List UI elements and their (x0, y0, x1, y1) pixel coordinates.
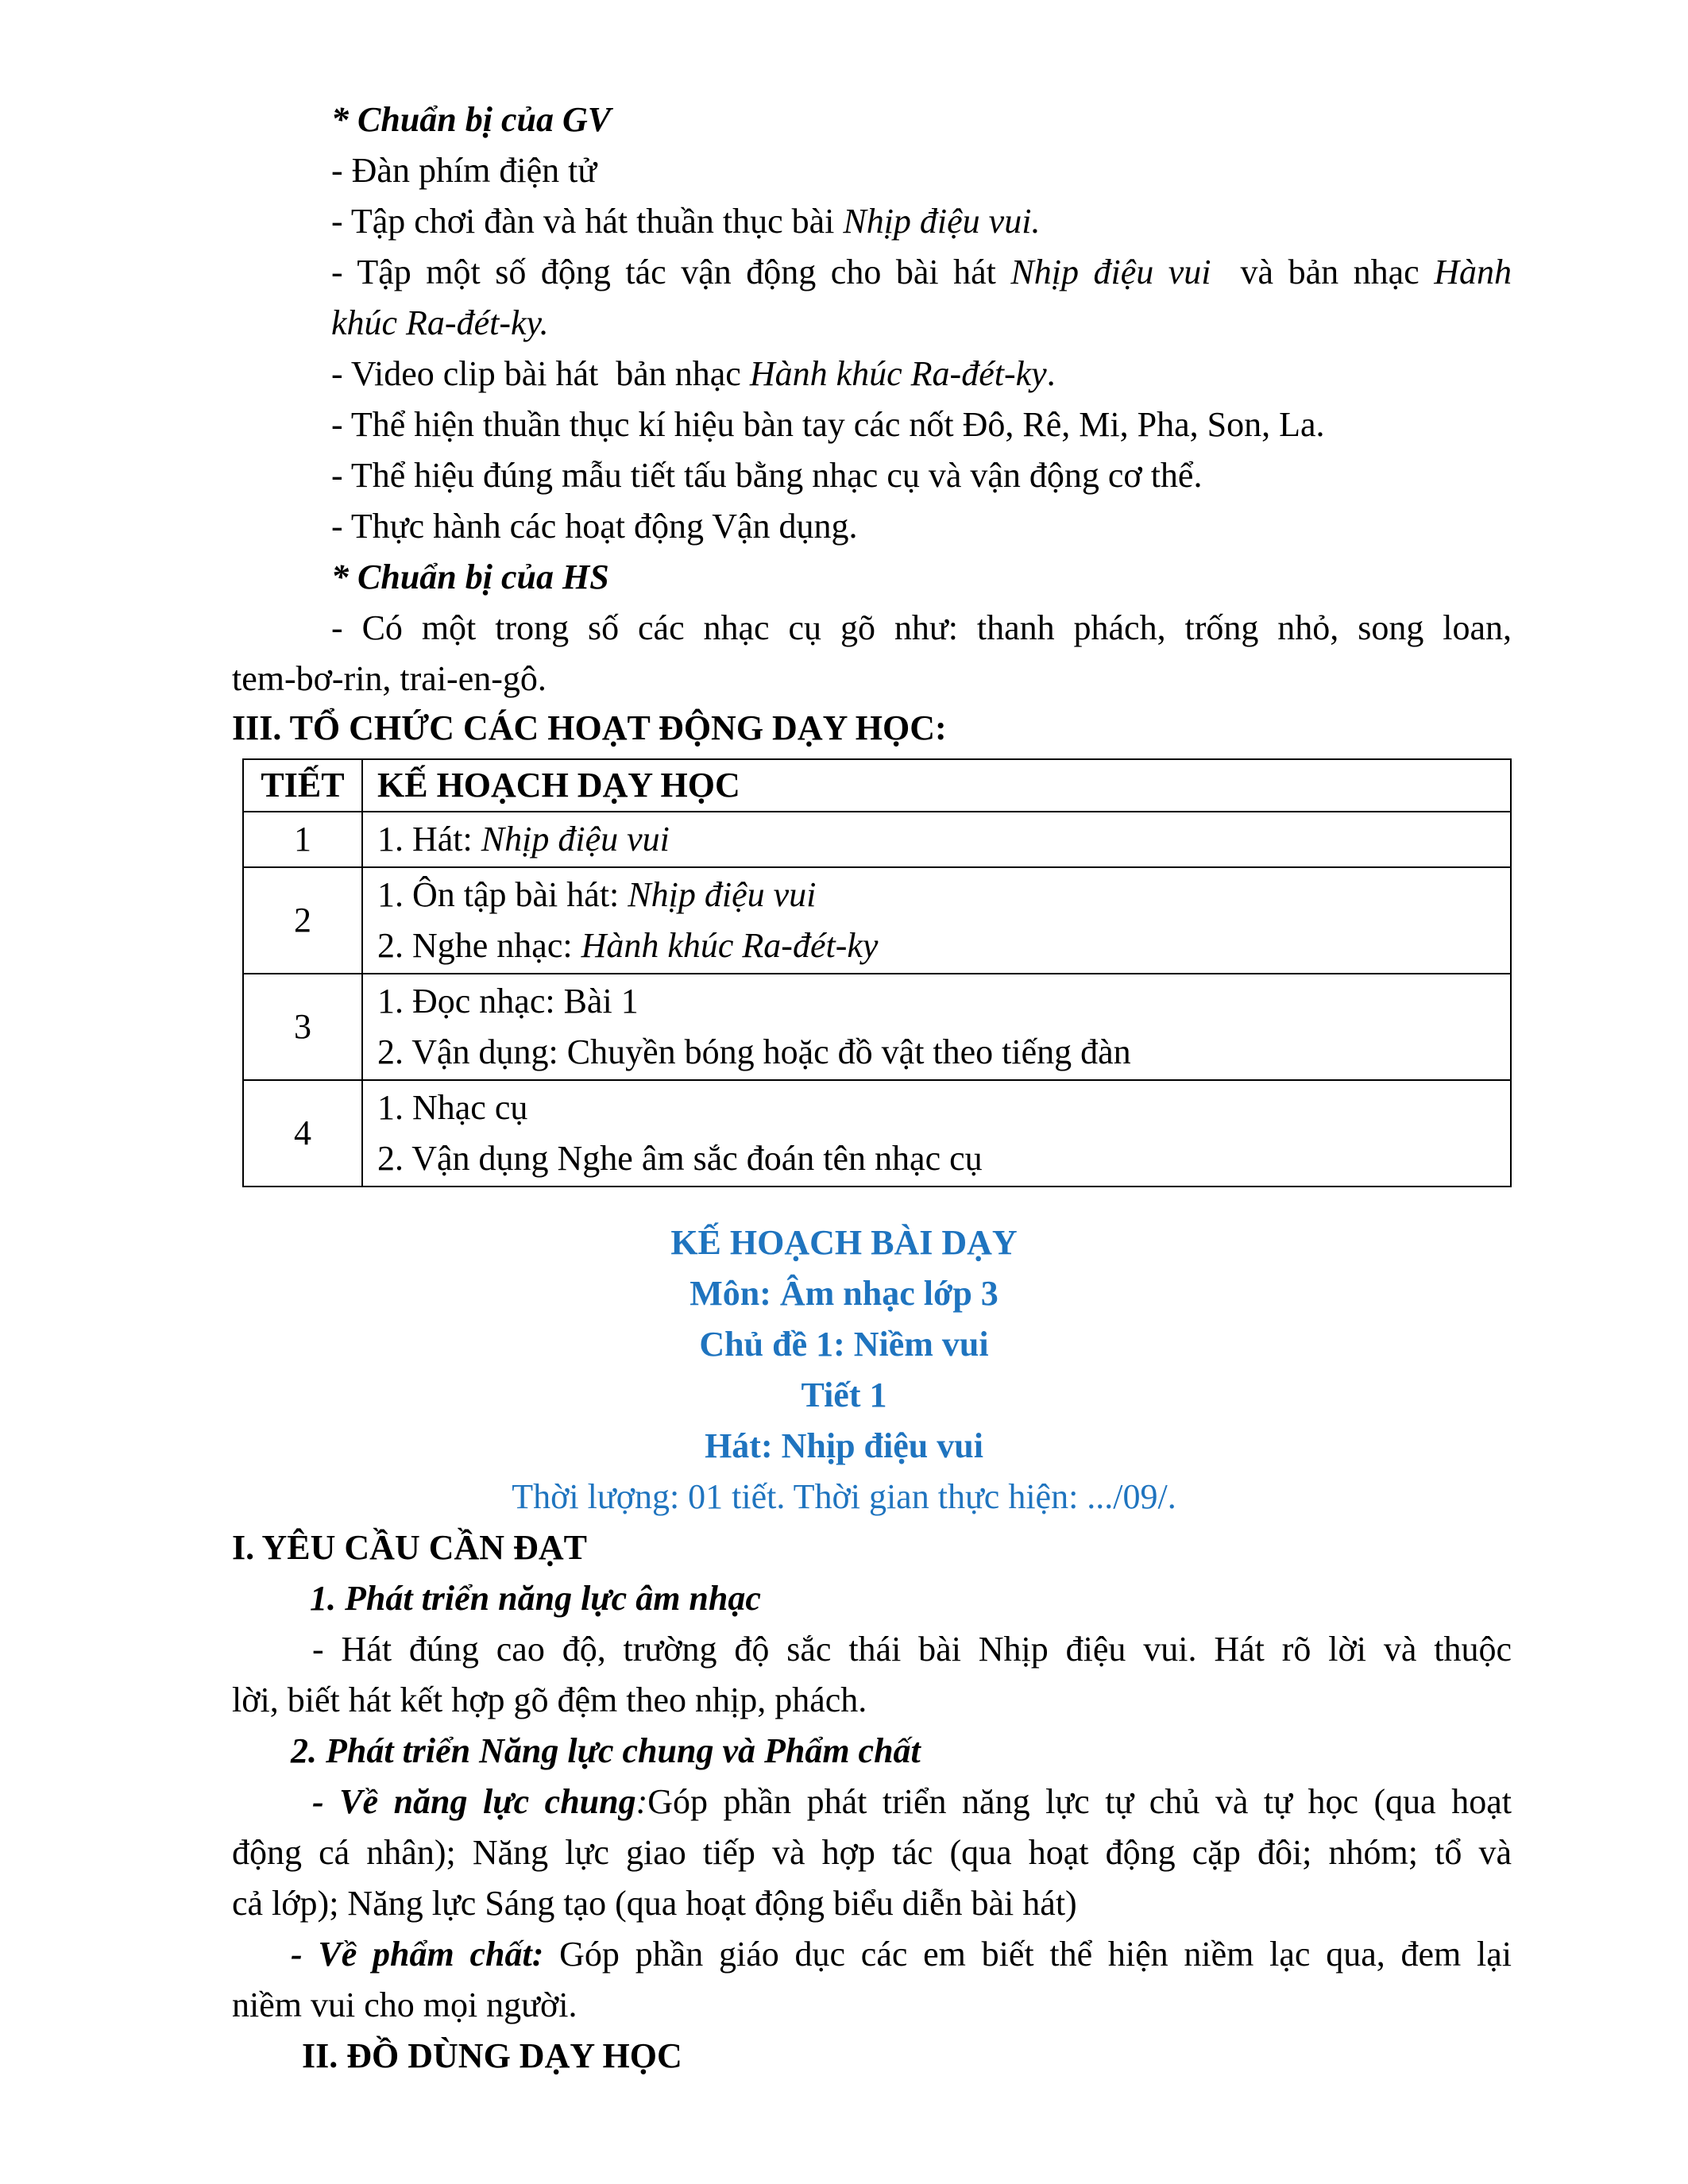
label-bold-italic: - Về phẩm chất: (291, 1935, 544, 1974)
plan-line (377, 1133, 1496, 1184)
row-tiet: 2 (243, 867, 362, 974)
item-text: - Thể hiện thuần thục kí hiệu bàn tay các nốt Đô, Rê, Mi, Pha, Son, La. (331, 405, 1325, 444)
item-italic: khúc Ra-đét-ky. (331, 303, 549, 342)
item-text: - Video clip bài hát bản nhạc (331, 354, 750, 393)
plan-italic: Nhịp điệu vui (481, 820, 670, 859)
paragraph-line: cả lớp); Năng lực Sáng tạo (qua hoạt động biểu diễn bài hát) (232, 1884, 1077, 1923)
paragraph-line: động cá nhân); Năng lực giao tiếp và hợp tác (qua hoạt động cặp đôi; nhóm; tổ và (232, 1833, 1512, 1872)
lesson-topic: Chủ đề 1: Niềm vui (699, 1325, 989, 1364)
plan-line (377, 976, 1496, 1027)
plan-text: 1. Đọc nhạc: Bài 1 (377, 982, 639, 1021)
plan-line (377, 1082, 1496, 1133)
hs-prep-heading: * Chuẩn bị của HS (331, 558, 609, 596)
table-row (243, 1080, 1511, 1187)
subsection-heading: 1. Phát triển năng lực âm nhạc (310, 1579, 761, 1618)
row-tiet: 1 (243, 812, 362, 867)
row-plan (362, 812, 1511, 867)
paragraph-text: Góp phần phát triển năng lực tự chủ và tự học (qua hoạt (647, 1782, 1512, 1821)
plan-text: 1. Hát: (377, 820, 481, 859)
subsection-heading: 2. Phát triển Năng lực chung và Phẩm chất (291, 1731, 921, 1770)
label-bold-italic: - Về năng lực chung (312, 1782, 636, 1821)
item-text: - Tập một số động tác vận động cho bài hát (331, 253, 1011, 291)
paragraph-line: niềm vui cho mọi người. (232, 1985, 577, 2024)
paragraph-text: Góp phần giáo dục các em biết thể hiện niềm lạc qua, đem lại (543, 1935, 1512, 1974)
gv-prep-item (331, 452, 1202, 500)
hs-prep-line: - Có một trong số các nhạc cụ gõ như: thanh phách, trống nhỏ, song loan, (331, 608, 1512, 647)
gv-prep-item (331, 198, 1040, 245)
gv-prep-item (331, 350, 1056, 398)
gv-prep-item (331, 401, 1324, 449)
paragraph-line (291, 1931, 1512, 1978)
gv-prep-heading: * Chuẩn bị của GV (331, 100, 612, 139)
paragraph-line: - Hát đúng cao độ, trường độ sắc thái bài Nhịp điệu vui. Hát rõ lời và thuộc (312, 1630, 1512, 1669)
item-text: - Thể hiệu đúng mẫu tiết tấu bằng nhạc cụ và vận động cơ thể. (331, 456, 1203, 495)
plan-italic: Hành khúc Ra-đét-ky (581, 926, 879, 965)
paragraph-line (312, 1778, 1512, 1826)
item-text: - Tập chơi đàn và hát thuần thục bài (331, 202, 844, 241)
lesson-title: KẾ HOẠCH BÀI DẠY (670, 1223, 1018, 1262)
item-text: - Đàn phím điện tử (331, 151, 597, 190)
plan-text: 2. Vận dụng Nghe âm sắc đoán tên nhạc cụ (377, 1139, 983, 1178)
header-plan: KẾ HOẠCH DẠY HỌC (362, 759, 1511, 812)
gv-prep-item (331, 249, 1512, 296)
row-plan (362, 867, 1511, 974)
section-heading: III. TỔ CHỨC CÁC HOẠT ĐỘNG DẠY HỌC: (232, 708, 947, 747)
hs-prep-line: tem-bơ-rin, trai-en-gô. (232, 659, 547, 698)
table-row (243, 812, 1511, 867)
plan-line (377, 1027, 1496, 1078)
plan-table (242, 758, 1512, 1187)
item-text: và bản nhạc (1211, 253, 1435, 291)
plan-text: 1. Ôn tập bài hát: (377, 875, 628, 914)
row-tiet: 4 (243, 1080, 362, 1187)
plan-italic: Nhịp điệu vui (628, 875, 817, 914)
item-italic: Hành khúc Ra-đét-ky (749, 354, 1047, 393)
plan-line (377, 814, 1496, 865)
plan-text: 2. Vận dụng: Chuyền bóng hoặc đồ vật theo tiếng đàn (377, 1032, 1131, 1071)
plan-text: 2. Nghe nhạc: (377, 926, 581, 965)
section-heading: I. YÊU CẦU CẦN ĐẠT (232, 1528, 587, 1567)
lesson-duration: Thời lượng: 01 tiết. Thời gian thực hiện: .../09/. (512, 1477, 1176, 1516)
gv-prep-item-cont (331, 299, 549, 347)
table-row (243, 974, 1511, 1080)
lesson-period: Tiết 1 (801, 1376, 887, 1414)
table-row (243, 867, 1511, 974)
row-plan (362, 974, 1511, 1080)
lesson-song: Hát: Nhịp điệu vui (705, 1426, 983, 1465)
plan-line (377, 920, 1496, 971)
item-italic: Nhịp điệu vui (1010, 253, 1211, 291)
gv-prep-item (331, 147, 597, 195)
plan-line (377, 870, 1496, 920)
lesson-subject: Môn: Âm nhạc lớp 3 (689, 1274, 999, 1313)
item-italic: Nhịp điệu vui. (843, 202, 1041, 241)
section-heading: II. ĐỒ DÙNG DẠY HỌC (302, 2036, 682, 2075)
paragraph-line: lời, biết hát kết hợp gõ đệm theo nhịp, phách. (232, 1680, 867, 1719)
item-text: . (1046, 354, 1056, 393)
gv-prep-item (331, 503, 858, 550)
table-header-row (243, 759, 1511, 812)
label-colon: : (635, 1782, 648, 1821)
item-italic: Hành (1434, 253, 1512, 291)
plan-text: 1. Nhạc cụ (377, 1088, 528, 1127)
header-tiet: TIẾT (243, 759, 362, 812)
row-tiet: 3 (243, 974, 362, 1080)
row-plan (362, 1080, 1511, 1187)
item-text: - Thực hành các hoạt động Vận dụng. (331, 507, 858, 546)
